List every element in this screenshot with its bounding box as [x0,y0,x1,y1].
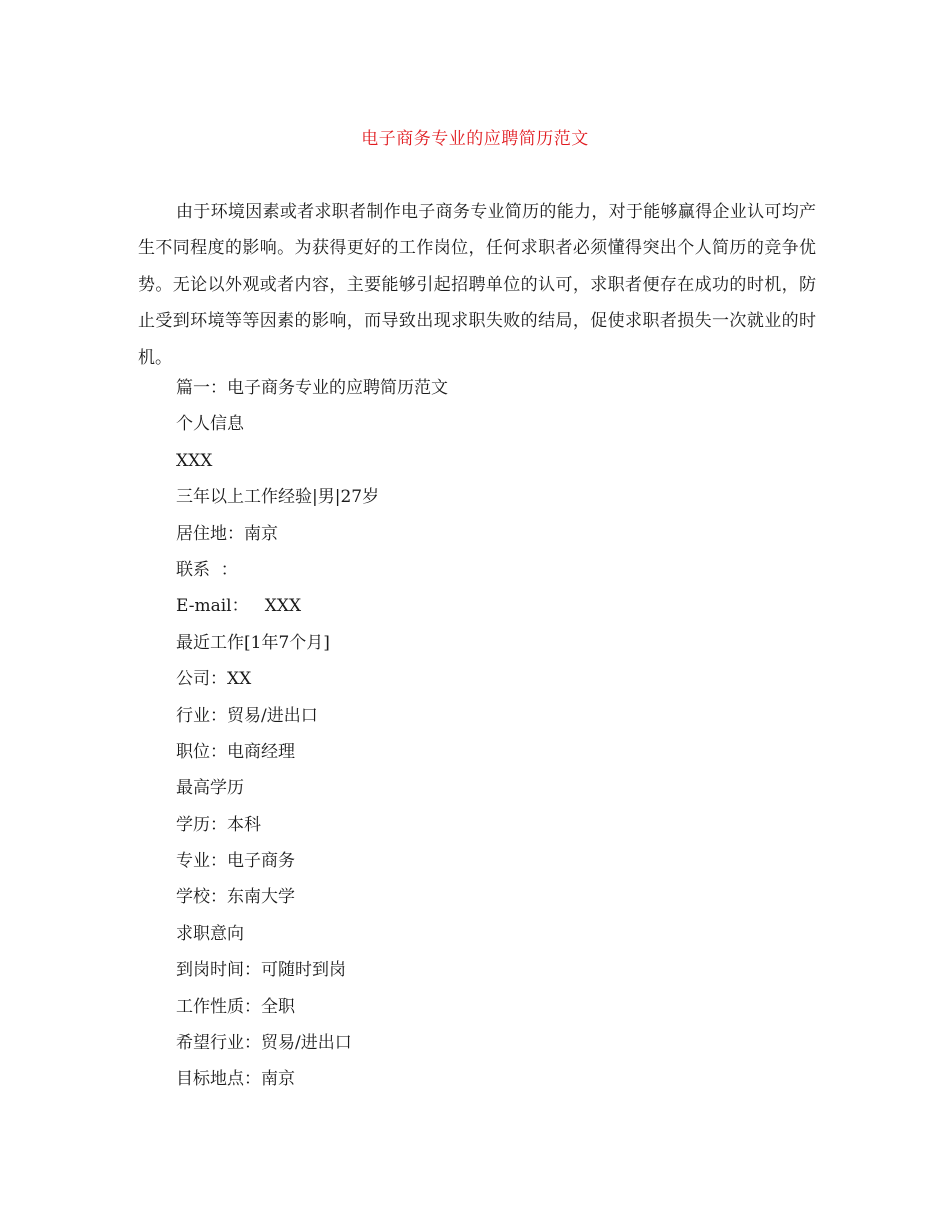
section-heading-personal-info: 个人信息 [176,414,244,435]
job-type: 工作性质：全职 [176,996,295,1017]
candidate-name: XXX [176,450,213,471]
residence: 居住地：南京 [176,523,278,544]
available-time: 到岗时间：可随时到岗 [176,960,346,981]
document-title: 电子商务专业的应聘简历范文 [361,129,589,149]
experience-gender-age: 三年以上工作经验|男|27岁 [176,487,380,508]
email: E-mail： XXX [176,596,302,617]
resume-lines [176,370,448,1098]
intro-paragraph: 由于环境因素或者求职者制作电子商务专业简历的能力，对于能够赢得企业认可均产生不同程度的影响。为获得更好的工作岗位，任何求职者必须懂得突出个人简历的竞争优势。无论以外观或者内容，主要能够引起招聘单位的认可，求职者便存在成功的时机，防止受到环境等等因素的影响，而导致出现求职失败的结局，促使求职者损失一次就业的时机。 [138,202,816,368]
section-heading-education: 最高学历 [176,778,244,799]
contact: 联系 ： [176,559,238,580]
target-location: 目标地点：南京 [176,1069,295,1090]
desired-industry: 希望行业：贸易/进出口 [176,1033,352,1054]
company: 公司：XX [176,669,252,690]
section-heading-resume: 篇一：电子商务专业的应聘简历范文 [176,378,448,398]
major: 专业：电子商务 [176,851,295,872]
industry: 行业：贸易/进出口 [176,705,318,726]
section-heading-recent-work: 最近工作[1年7个月] [176,632,330,653]
degree: 学历：本科 [176,814,261,835]
position: 职位：电商经理 [176,741,295,762]
section-heading-job-intention: 求职意向 [176,923,244,944]
school: 学校：东南大学 [176,887,295,908]
